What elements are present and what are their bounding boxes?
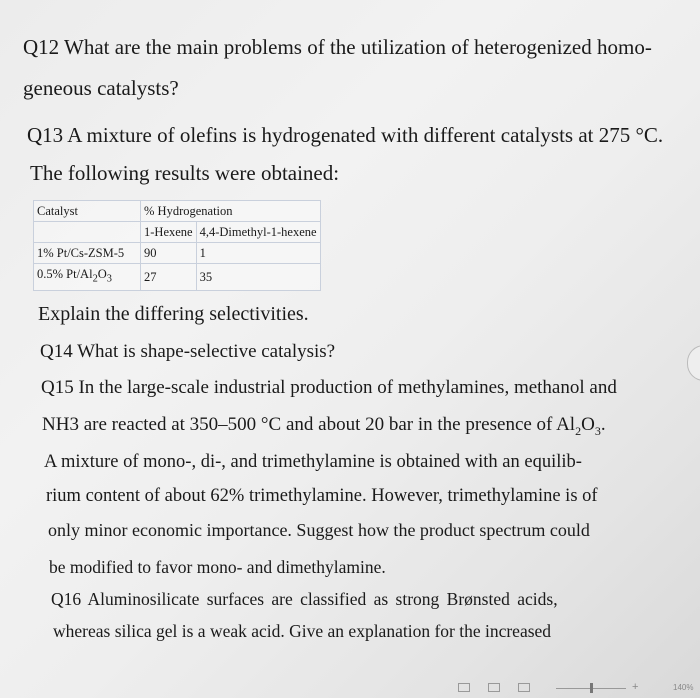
q12-line-2: geneous catalysts? — [23, 76, 179, 100]
header-empty — [34, 222, 141, 243]
q16-line-2: whereas silica gel is a weak acid. Give an explanation for the increased — [53, 621, 552, 641]
explain-prompt: Explain the differing selectivities. — [38, 303, 309, 325]
row-dimethyl-value: 1 — [196, 243, 320, 264]
q15-line-2-mid: O — [581, 414, 595, 435]
header-hydrogenation: % Hydrogenation — [141, 201, 321, 222]
subscript: 2 — [575, 423, 582, 438]
side-scroll-handle[interactable] — [687, 345, 700, 381]
header-1-hexene: 1-Hexene — [141, 222, 197, 243]
subscript: 2 — [92, 273, 98, 285]
q16-line-1: Q16 Aluminosilicate surfaces are classified as strong Brønsted acids, — [51, 589, 558, 609]
row-dimethyl-value: 35 — [196, 264, 320, 291]
header-dimethyl-hexene: 4,4-Dimethyl-1-hexene — [196, 222, 320, 243]
q15-line-5: only minor economic importance. Suggest how the product spectrum could — [48, 520, 590, 540]
results-table — [33, 200, 321, 291]
row-catalyst — [34, 264, 141, 291]
header-catalyst: Catalyst — [34, 201, 141, 222]
q13-line-1: Q13 A mixture of olefins is hydrogenated with different catalysts at 275 °C. — [27, 123, 664, 147]
q15-line-4: rium content of about 62% trimethylamine. However, trimethylamine is of — [46, 486, 598, 506]
row-hexene-value: 90 — [141, 243, 197, 264]
page-grid-icon[interactable] — [458, 683, 470, 692]
row-catalyst: 1% Pt/Cs-ZSM-5 — [34, 243, 141, 264]
q14-line: Q14 What is shape-selective catalysis? — [40, 341, 336, 362]
q15-line-1: Q15 In the large-scale industrial production of methylamines, methanol and — [41, 377, 617, 398]
row-hexene-value: 27 — [141, 264, 197, 291]
q15-line-6: be modified to favor mono- and dimethylamine. — [49, 557, 386, 577]
q15-line-2-text: NH3 are reacted at 350–500 °C and about 20 bar in the presence of Al — [42, 414, 576, 435]
q13-line-2: The following results were obtained: — [30, 161, 340, 185]
table-row — [34, 243, 321, 264]
catalyst-mid: O — [97, 267, 107, 281]
q15-line-2 — [42, 414, 606, 439]
table-row — [34, 264, 321, 291]
viewer-toolbar — [450, 678, 700, 698]
zoom-slider-thumb[interactable] — [590, 683, 593, 693]
zoom-in-icon[interactable]: + — [632, 681, 639, 693]
subscript: 3 — [106, 273, 112, 285]
q15-line-3: A mixture of mono-, di-, and trimethylamine is obtained with an equilib- — [44, 452, 582, 472]
q15-line-2-end: . — [600, 414, 606, 435]
subscript: 3 — [594, 423, 601, 438]
page-view-icon[interactable] — [518, 683, 530, 692]
catalyst-prefix: 0.5% Pt/Al — [37, 267, 93, 281]
q12-line-1: Q12 What are the main problems of the utilization of heterogenized homo- — [23, 35, 652, 59]
page-list-icon[interactable] — [488, 683, 500, 692]
zoom-level: 140% — [673, 683, 694, 692]
